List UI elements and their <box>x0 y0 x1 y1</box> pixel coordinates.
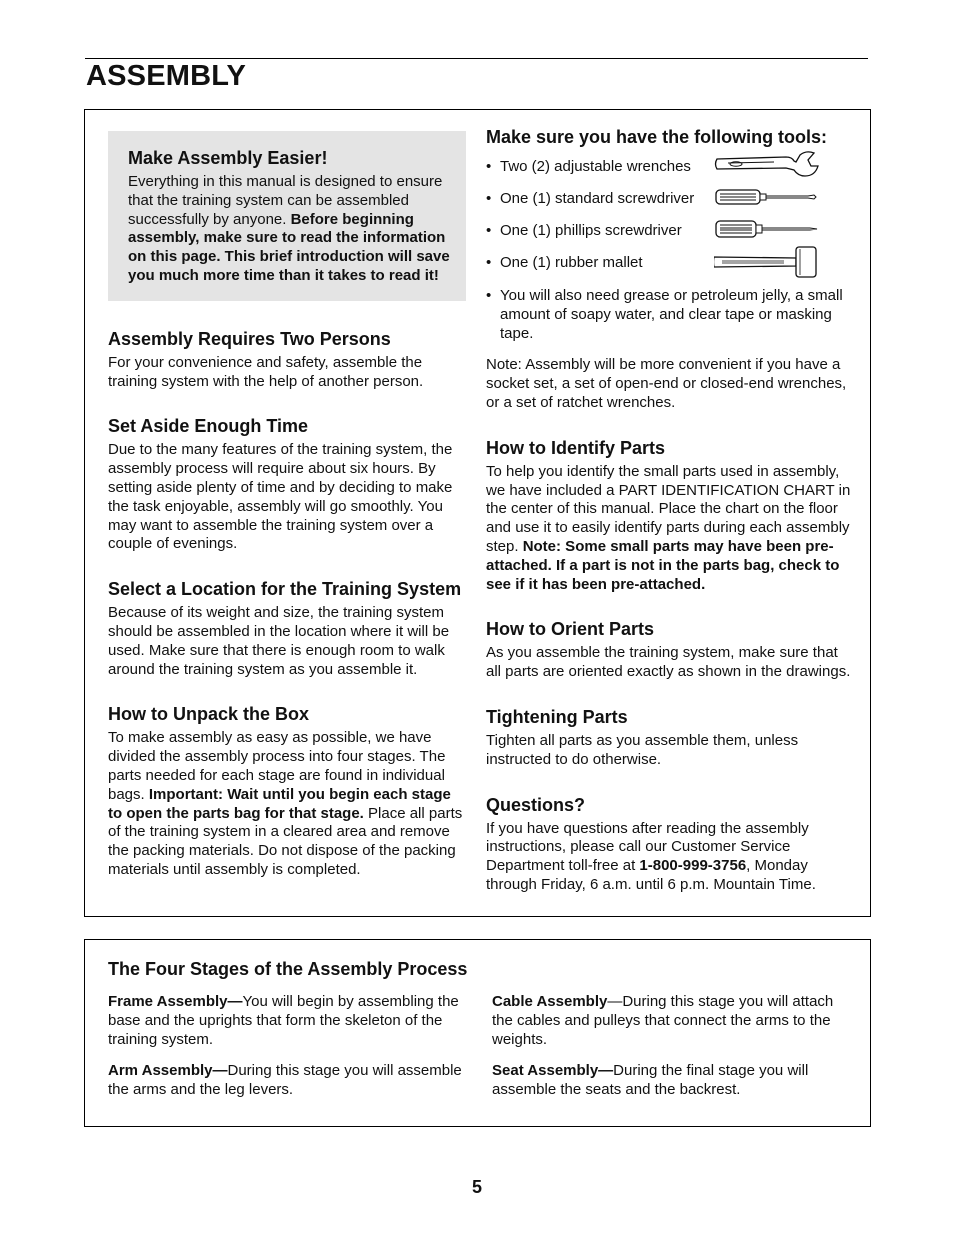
tools-heading: Make sure you have the following tools: <box>486 127 828 147</box>
stage-cable-assembly: Cable Assembly—During this stage you will attach the cables and pulleys that connect the arms to the weights. <box>492 993 834 1048</box>
orient-heading: How to Orient Parts <box>486 619 655 640</box>
tool-label: One (1) rubber mallet <box>500 254 643 271</box>
stage-seat-assembly: Seat Assembly—During the final stage you will assemble the seats and the backrest. <box>492 1062 809 1098</box>
phillips-screwdriver-icon <box>714 216 819 242</box>
tighten-heading: Tightening Parts <box>486 706 628 727</box>
page-title: ASSEMBLY <box>86 60 247 92</box>
orient-text: As you assemble the training system, make sure that all parts are oriented exactly as shown in the drawings. <box>486 644 851 681</box>
phone-number: 1-800-999-3756 <box>639 857 747 875</box>
left-column <box>108 131 466 880</box>
stage-frame-assembly: Frame Assembly—You will begin by assembling the base and the uprights that form the skeleton of the training system. <box>108 993 459 1048</box>
identify-heading: How to Identify Parts <box>486 437 666 458</box>
stages-heading: The Four Stages of the Assembly Process <box>108 959 468 979</box>
stages-box <box>84 939 871 1127</box>
unpack-heading: How to Unpack the Box <box>108 704 310 725</box>
tools-extra-text: • You will also need grease or petroleum jelly, a small amount of soapy water, and clear tape or masking tape. <box>486 287 856 343</box>
two-persons-text: For your convenience and safety, assemble the training system with the help of another person. <box>108 353 424 390</box>
right-column <box>486 126 856 895</box>
two-persons-heading: Assembly Requires Two Persons <box>108 328 391 349</box>
adjustable-wrench-icon <box>714 149 819 181</box>
time-heading: Set Aside Enough Time <box>108 416 309 437</box>
rubber-mallet-icon <box>714 245 819 279</box>
time-text: Due to the many features of the training system, the assembly process will require about six hours. By setting aside plenty of time and by deciding to make the task enjoyable, assembly will go smoothly. You may want to assemble the training system over a couple of evenings. <box>108 441 453 553</box>
unpack-text: To make assembly as easy as possible, we have divided the assembly process into four stages. The parts needed for each stage are found in individual bags. Important: Wait until you begin each stage to open the parts bag for that stage. Place all parts of the training system in a cleared area and remove the packing materials. Do not dispose of the packing materials until assembly is completed. <box>108 729 463 878</box>
tighten-text: Tighten all parts as you assemble them, unless instructed to do otherwise. <box>486 731 799 768</box>
tool-label: One (1) phillips screwdriver <box>500 222 682 239</box>
tool-item-rubber-mallet <box>486 253 856 285</box>
intro-text: Everything in this manual is designed to ensure that the training system can be assembled successfully by anyone. Before beginning assembly, make sure to read the information on this page. This brief introduction will save you much more time than it takes to read it! <box>128 173 450 284</box>
intro-callout <box>108 131 466 301</box>
stage-arm-assembly: Arm Assembly—During this stage you will assemble the arms and the leg levers. <box>108 1062 462 1098</box>
location-heading: Select a Location for the Training System <box>108 579 462 600</box>
tools-note-text: Note: Assembly will be more convenient if you have a socket set, a set of open-end or closed-end wrenches, or a set of ratchet wrenches. <box>486 356 847 411</box>
assembly-info-box <box>84 109 871 917</box>
top-rule <box>85 58 868 59</box>
intro-heading: Make Assembly Easier! <box>128 148 328 168</box>
standard-screwdriver-icon <box>714 184 819 210</box>
page-number: 5 <box>471 1177 482 1197</box>
questions-text: If you have questions after reading the assembly instructions, please call our Customer Service Department toll-free at 1-800-999-3756, Monday through Friday, 6 a.m. until 6 p.m. Mountain Time. <box>486 819 816 893</box>
identify-text: To help you identify the small parts used in assembly, we have included a PART IDENTIFICATION CHART in the center of this manual. Place the chart on the floor and use it to easily identify parts during each assembly step. Note: Some small parts may have been pre-attached. If a part is not in the parts bag, check to see if it has been pre-attached. <box>486 462 851 593</box>
tool-label: One (1) standard screwdriver <box>500 190 695 207</box>
location-text: Because of its weight and size, the training system should be assembled in the location where it will be used. Make sure that there is enough room to walk around the training system as you assemble it. <box>108 604 450 678</box>
tool-label: Two (2) adjustable wrenches <box>500 158 691 175</box>
questions-heading: Questions? <box>486 794 586 815</box>
